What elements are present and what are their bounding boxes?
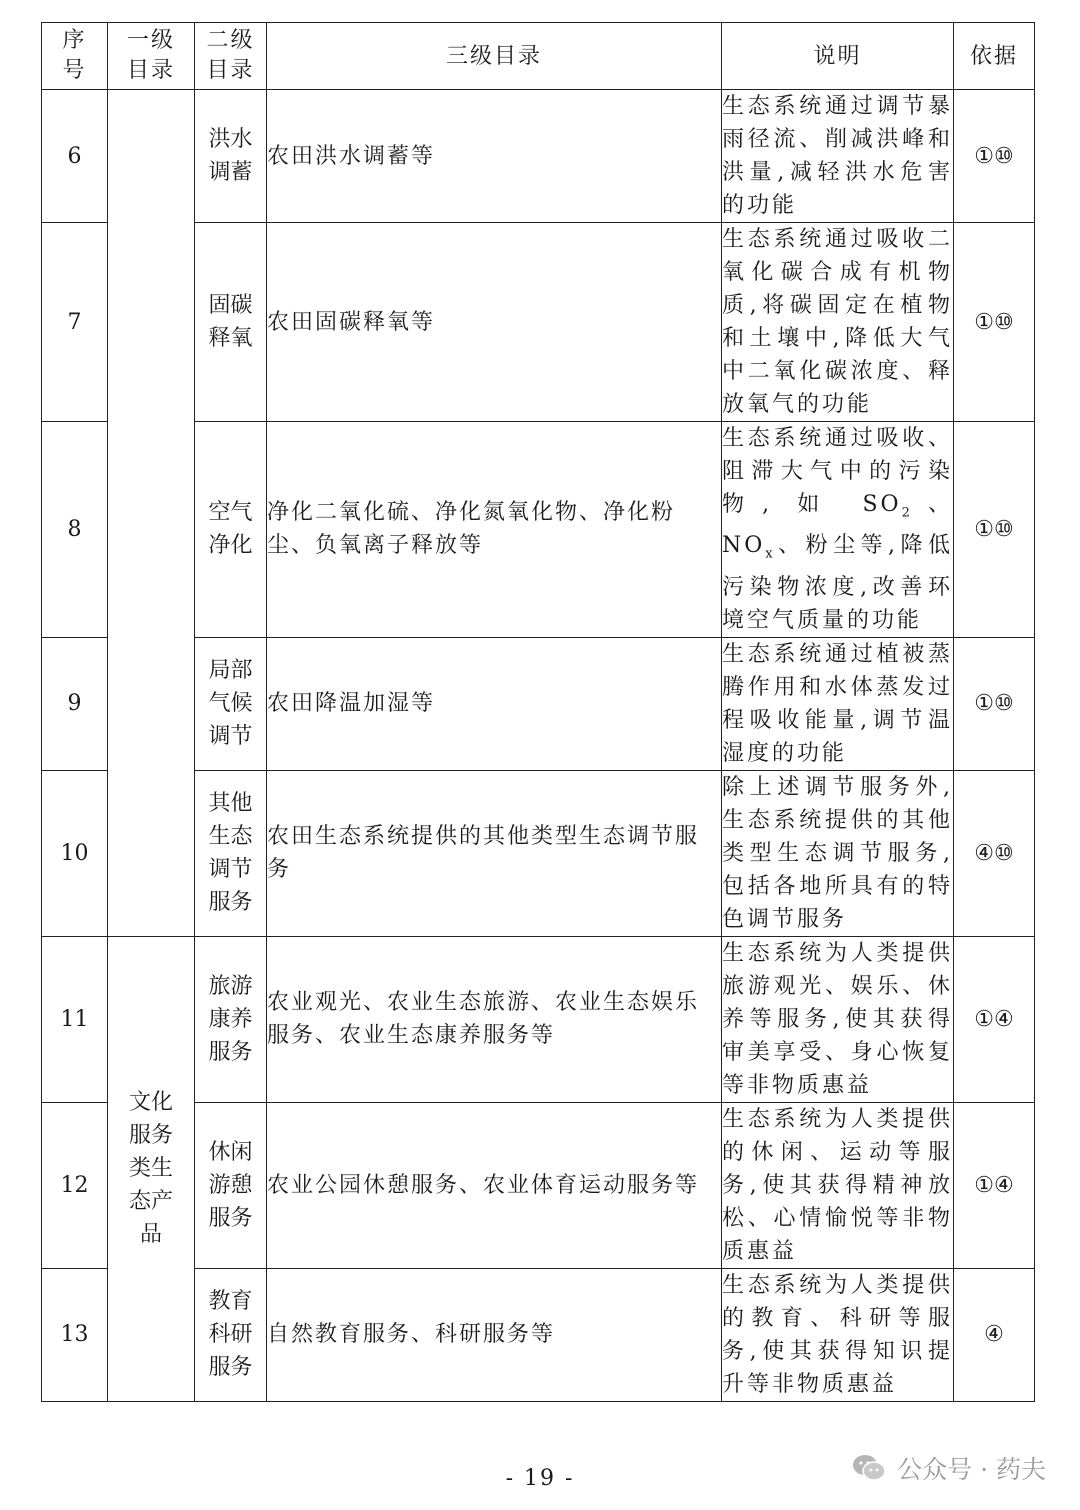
level2-category: 空气 净化 bbox=[195, 422, 267, 638]
description bbox=[722, 422, 954, 638]
table-row bbox=[42, 90, 1035, 223]
header-no: 序 号 bbox=[42, 23, 108, 90]
description: 生态系统通过植被蒸腾作用和水体蒸发过程吸收能量,调节温湿度的功能 bbox=[722, 637, 954, 770]
row-number: 8 bbox=[42, 422, 108, 638]
header-basis: 依据 bbox=[954, 23, 1035, 90]
basis-refs: ④⑩ bbox=[954, 770, 1035, 936]
level3-items: 农田降温加湿等 bbox=[267, 637, 722, 770]
catalog-table bbox=[41, 22, 1035, 1402]
description: 生态系统通过调节暴雨径流、削减洪峰和洪量,减轻洪水危害的功能 bbox=[722, 90, 954, 223]
level3-items: 农业观光、农业生态旅游、农业生态娱乐服务、农业生态康养服务等 bbox=[267, 936, 722, 1102]
level2-category: 洪水 调蓄 bbox=[195, 90, 267, 223]
level1-category bbox=[108, 90, 195, 937]
basis-refs: ①④ bbox=[954, 936, 1035, 1102]
row-number: 6 bbox=[42, 90, 108, 223]
description: 生态系统为人类提供的休闲、运动等服务,使其获得精神放松、心情愉悦等非物质惠益 bbox=[722, 1102, 954, 1268]
row-number: 13 bbox=[42, 1268, 108, 1401]
basis-refs: ①⑩ bbox=[954, 223, 1035, 422]
watermark-text: 公众号 · 药夫 bbox=[897, 1455, 1046, 1484]
table-row bbox=[42, 936, 1035, 1102]
description-text: 、粉尘等,降低污染物浓度,改善环境空气质量的功能 bbox=[722, 533, 953, 633]
level2-category: 局部 气候 调节 bbox=[195, 637, 267, 770]
basis-refs: ①⑩ bbox=[954, 637, 1035, 770]
header-row bbox=[42, 23, 1035, 90]
subscript: x bbox=[765, 546, 776, 562]
description: 生态系统为人类提供的教育、科研等服务,使其获得知识提升等非物质惠益 bbox=[722, 1268, 954, 1401]
level3-items: 农田固碳释氧等 bbox=[267, 223, 722, 422]
row-number: 11 bbox=[42, 936, 108, 1102]
row-number: 10 bbox=[42, 770, 108, 936]
row-number: 12 bbox=[42, 1102, 108, 1268]
header-desc: 说明 bbox=[722, 23, 954, 90]
level3-items: 农田生态系统提供的其他类型生态调节服务 bbox=[267, 770, 722, 936]
basis-refs: ①④ bbox=[954, 1102, 1035, 1268]
description-text: 生态系统通过吸收、阻滞大气中的污染物, 如 SO bbox=[722, 426, 953, 517]
level1-category: 文化 服务 类生 态产 品 bbox=[108, 936, 195, 1401]
level2-category: 其他 生态 调节 服务 bbox=[195, 770, 267, 936]
level3-items: 农田洪水调蓄等 bbox=[267, 90, 722, 223]
level3-items: 净化二氧化硫、净化氮氧化物、净化粉尘、负氧离子释放等 bbox=[267, 422, 722, 638]
row-number: 7 bbox=[42, 223, 108, 422]
description-text: 、NO bbox=[722, 492, 953, 559]
subscript: 2 bbox=[901, 505, 913, 521]
description: 生态系统通过吸收二氧化碳合成有机物质,将碳固定在植物和土壤中,降低大气中二氧化碳浓度、释放氧气的功能 bbox=[722, 223, 954, 422]
page-number: - 19 - bbox=[505, 1466, 575, 1491]
level3-items: 自然教育服务、科研服务等 bbox=[267, 1268, 722, 1401]
header-level2: 二级 目录 bbox=[195, 23, 267, 90]
level2-category: 教育 科研 服务 bbox=[195, 1268, 267, 1401]
header-level3: 三级目录 bbox=[267, 23, 722, 90]
level3-items: 农业公园休憩服务、农业体育运动服务等 bbox=[267, 1102, 722, 1268]
level2-category: 旅游 康养 服务 bbox=[195, 936, 267, 1102]
basis-refs: ①⑩ bbox=[954, 422, 1035, 638]
header-level1: 一级 目录 bbox=[108, 23, 195, 90]
row-number: 9 bbox=[42, 637, 108, 770]
basis-refs: ①⑩ bbox=[954, 90, 1035, 223]
level2-category: 休闲 游憩 服务 bbox=[195, 1102, 267, 1268]
basis-refs: ④ bbox=[954, 1268, 1035, 1401]
description: 生态系统为人类提供旅游观光、娱乐、休养等服务,使其获得审美享受、身心恢复等非物质惠益 bbox=[722, 936, 954, 1102]
description: 除上述调节服务外,生态系统提供的其他类型生态调节服务,包括各地所具有的特色调节服务 bbox=[722, 770, 954, 936]
level2-category: 固碳 释氧 bbox=[195, 223, 267, 422]
